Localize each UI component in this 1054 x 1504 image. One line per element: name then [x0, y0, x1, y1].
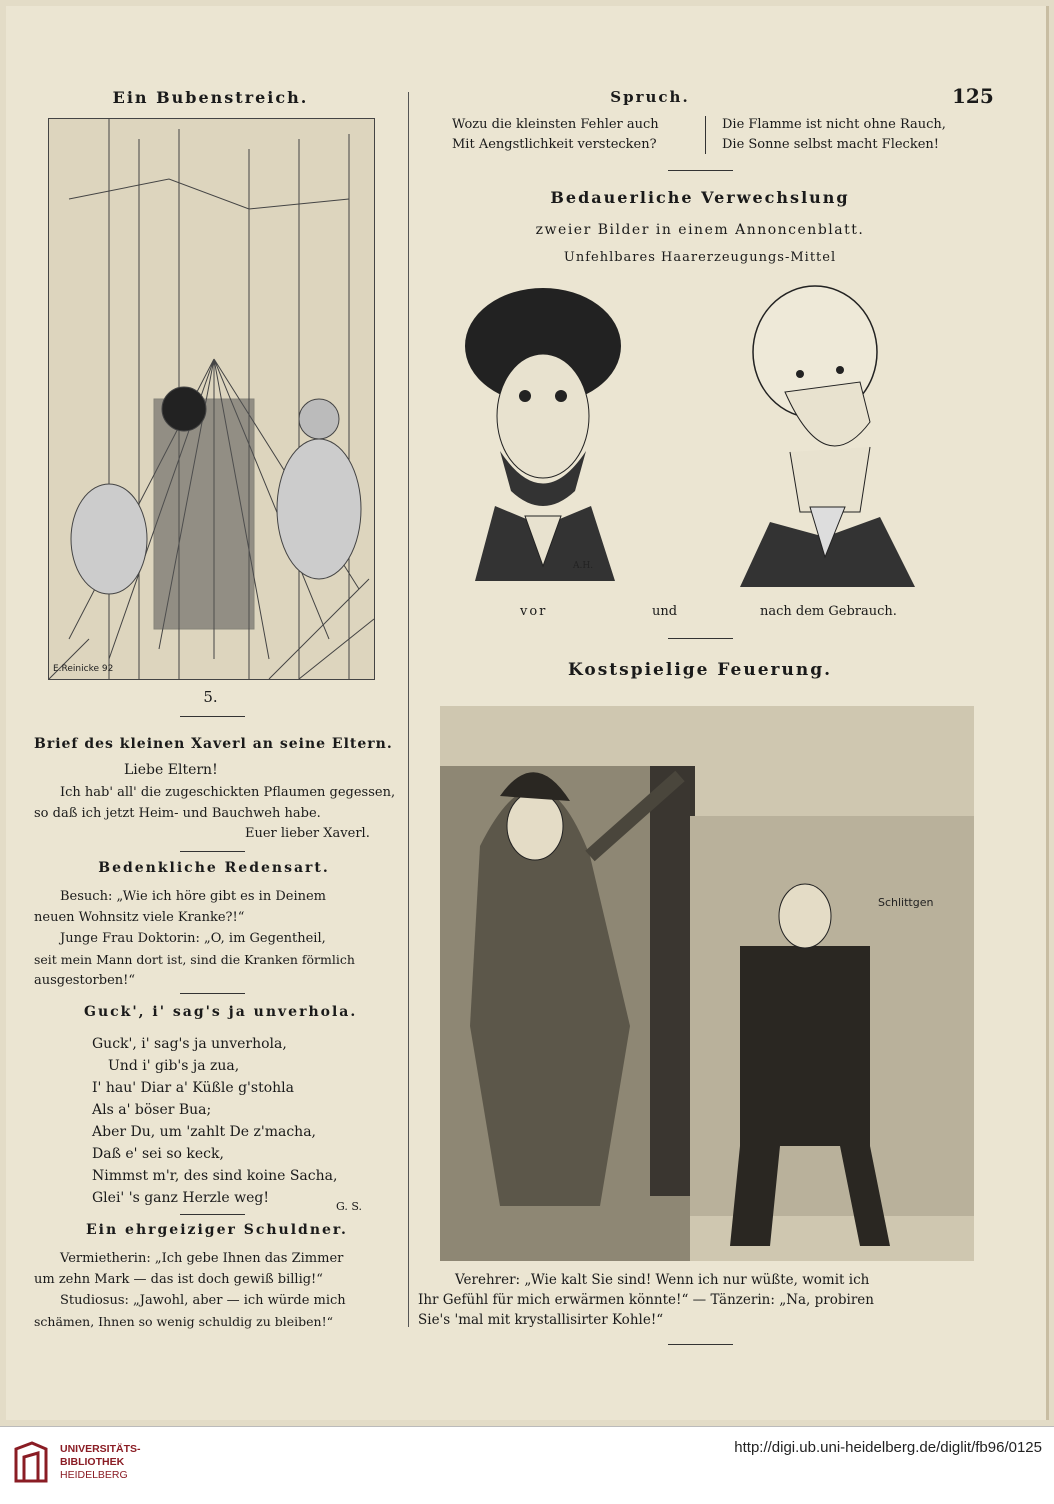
divider: [180, 851, 245, 852]
spruch-separator: [705, 116, 706, 154]
poem-line: I' hau' Diar a' Küßle g'stohla: [92, 1080, 294, 1096]
letter-line: so daß ich jetzt Heim- und Bauchweh habe.: [34, 806, 321, 821]
spruch-line: Die Flamme ist nicht ohne Rauch,: [722, 117, 946, 132]
saying-line: seit mein Mann dort ist, sind die Kranken förmlich: [34, 952, 355, 967]
caption-before: vor: [520, 604, 548, 619]
caption-and: und: [652, 604, 678, 619]
poem-line: Daß e' sei so keck,: [92, 1146, 224, 1162]
spruch-line: Wozu die kleinsten Fehler auch: [452, 117, 659, 132]
letter-salutation: Liebe Eltern!: [124, 762, 218, 778]
debtor-line: schämen, Ihnen so wenig schuldig zu bleiben!“: [34, 1314, 334, 1329]
heating-caption: Verehrer: „Wie kalt Sie sind! Wenn ich nur wüßte, womit ich: [455, 1272, 870, 1288]
poem-line: Glei' 's ganz Herzle weg!: [92, 1190, 269, 1206]
portrait-before: [455, 276, 630, 581]
debtor-title: Ein ehrgeiziger Schuldner.: [86, 1222, 348, 1238]
saying-line: Junge Frau Doktorin: „O, im Gegentheil,: [60, 931, 326, 946]
saying-title: Bedenkliche Redensart.: [98, 860, 330, 876]
spruch-line: Mit Aengstlichkeit verstecken?: [452, 137, 657, 152]
mixup-ad-text: Unfehlbares Haarerzeugungs-Mittel: [563, 250, 837, 265]
spruch-title: Spruch.: [610, 88, 690, 106]
library-logo-icon[interactable]: [12, 1441, 50, 1485]
debtor-line: Vermietherin: „Ich gebe Ihnen das Zimmer: [60, 1251, 344, 1266]
illustration-heating: [440, 706, 974, 1261]
spruch-line: Die Sonne selbst macht Flecken!: [722, 137, 939, 152]
divider: [180, 1214, 245, 1215]
library-name-line: UNIVERSITÄTS-: [60, 1443, 141, 1455]
divider: [180, 993, 245, 994]
debtor-line: Studiosus: „Jawohl, aber — ich würde mich: [60, 1293, 346, 1308]
portrait-signature: A.H.: [573, 561, 594, 571]
mixup-subtitle: zweier Bilder in einem Annoncenblatt.: [535, 222, 865, 238]
poem-line: Als a' böser Bua;: [92, 1102, 212, 1118]
portrait-after-sketch: [730, 282, 920, 587]
illustration-heating-signature: Schlittgen: [878, 896, 934, 909]
illustration-title: Ein Bubenstreich.: [112, 88, 309, 107]
poem-line: Und i' gib's ja zua,: [108, 1058, 240, 1074]
caption-after: nach dem Gebrauch.: [760, 604, 897, 619]
heating-title: Kostspielige Feuerung.: [567, 660, 833, 680]
poem-line: Aber Du, um 'zahlt De z'macha,: [92, 1124, 316, 1140]
portrait-before-sketch: [455, 276, 630, 581]
divider: [180, 716, 245, 717]
poem-line: Nimmst m'r, des sind koine Sacha,: [92, 1168, 338, 1184]
heating-caption: Sie's 'mal mit krystallisirter Kohle!“: [418, 1312, 664, 1328]
library-name-line: HEIDELBERG: [60, 1469, 128, 1481]
illustration-signature: E.Reinicke 92: [53, 664, 114, 674]
letter-line: Ich hab' all' die zugeschickten Pflaumen gegessen,: [60, 785, 396, 800]
column-rule: [408, 92, 409, 1327]
library-name-line: BIBLIOTHEK: [60, 1456, 125, 1468]
divider: [668, 170, 733, 171]
page-number: 125: [952, 84, 994, 108]
permalink[interactable]: http://digi.ub.uni-heidelberg.de/diglit/fb96/0125: [734, 1439, 1042, 1456]
saying-line: Besuch: „Wie ich höre gibt es in Deinem: [60, 889, 327, 904]
divider: [668, 638, 733, 639]
mixup-title: Bedauerliche Verwechslung: [550, 188, 850, 207]
letter-title: Brief des kleinen Xaverl an seine Eltern.: [34, 736, 393, 752]
viewer-footer: [0, 1426, 1054, 1504]
illustration-sketch: [49, 119, 374, 679]
divider: [668, 1344, 733, 1345]
poem-line: Guck', i' sag's ja unverhola,: [92, 1036, 287, 1052]
illustration-heating-sketch: [440, 706, 974, 1261]
library-name[interactable]: [60, 1443, 141, 1482]
poem-title: Guck', i' sag's ja unverhola.: [84, 1004, 358, 1020]
letter-closing: Euer lieber Xaverl.: [245, 826, 370, 841]
heating-caption: Ihr Gefühl für mich erwärmen könnte!“ — Tänzerin: „Na, probiren: [418, 1292, 874, 1308]
debtor-line: um zehn Mark — das ist doch gewiß billig!“: [34, 1272, 323, 1287]
illustration-bubenstreich: [48, 118, 375, 680]
saying-line: neuen Wohnsitz viele Kranke?!“: [34, 910, 245, 925]
portrait-after: [730, 282, 920, 587]
poem-author: G. S.: [336, 1200, 363, 1213]
illustration-number: 5.: [203, 688, 218, 706]
saying-line: ausgestorben!“: [34, 973, 136, 988]
